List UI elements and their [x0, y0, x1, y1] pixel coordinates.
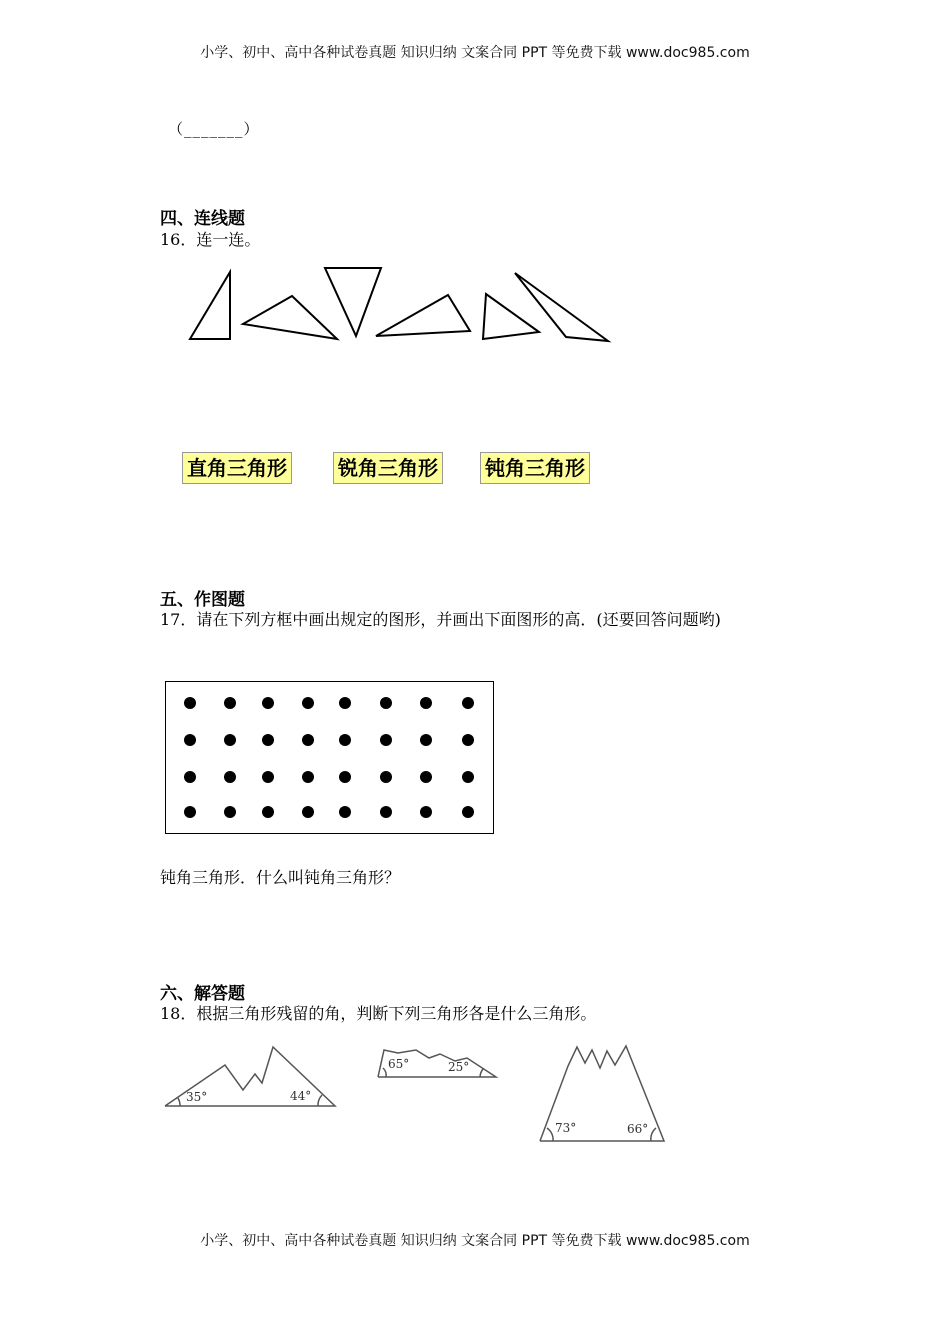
grid-dot [380, 734, 392, 746]
grid-dot [339, 734, 351, 746]
angle-label-3a: 73° [555, 1121, 577, 1135]
grid-dot [184, 697, 196, 709]
grid-dot [224, 734, 236, 746]
grid-dot [224, 697, 236, 709]
grid-dot [302, 771, 314, 783]
grid-dot [339, 697, 351, 709]
question-16: 16．连一连。 [160, 230, 261, 249]
grid-dot [262, 697, 274, 709]
triangle-4 [376, 295, 470, 336]
triangle-5 [483, 294, 539, 339]
grid-dot [462, 771, 474, 783]
grid-dot [420, 734, 432, 746]
grid-dot [302, 734, 314, 746]
grid-dot [420, 806, 432, 818]
grid-dot [380, 771, 392, 783]
grid-dot [262, 734, 274, 746]
triangle-3 [325, 268, 381, 336]
grid-dot [462, 806, 474, 818]
angle-arc-2b [480, 1069, 483, 1077]
grid-dot [339, 806, 351, 818]
option-obtuse-triangle: 钝角三角形 [480, 452, 590, 484]
page-header: 小学、初中、高中各种试卷真题 知识归纳 文案合同 PPT 等免费下载 www.doc985.com [200, 45, 750, 61]
obtuse-prompt: 钝角三角形．什么叫钝角三角形？ [160, 868, 401, 887]
grid-dot [380, 806, 392, 818]
angle-label-2b: 25° [448, 1060, 470, 1074]
angle-arc-3b [651, 1128, 656, 1141]
grid-dot [380, 697, 392, 709]
page-footer: 小学、初中、高中各种试卷真题 知识归纳 文案合同 PPT 等免费下载 www.doc985.com [200, 1233, 750, 1249]
grid-dot [339, 771, 351, 783]
dot-grid [166, 682, 495, 835]
triangle-6 [515, 273, 608, 341]
angle-arc-2a [383, 1068, 386, 1077]
angle-label-1a: 35° [186, 1090, 208, 1104]
option-acute-triangle: 锐角三角形 [333, 452, 443, 484]
triangle-1 [190, 272, 230, 339]
grid-dot [462, 697, 474, 709]
grid-dot [184, 806, 196, 818]
section-title-5: 五、作图题 [160, 590, 245, 610]
angle-label-1b: 44° [290, 1089, 312, 1103]
question-17: 17．请在下列方框中画出规定的图形，并画出下面图形的高．(还要回答问题哟) [160, 610, 721, 629]
angle-label-3b: 66° [627, 1122, 649, 1136]
angle-label-2a: 65° [388, 1057, 410, 1071]
option-right-triangle: 直角三角形 [182, 452, 292, 484]
grid-dot [462, 734, 474, 746]
grid-dot [420, 771, 432, 783]
angle-arc-3a [547, 1128, 553, 1141]
dot-grid-box [165, 681, 494, 834]
question-18: 18．根据三角形残留的角，判断下列三角形各是什么三角形。 [160, 1004, 597, 1023]
section-title-4: 四、连线题 [160, 209, 245, 229]
grid-dot [224, 806, 236, 818]
section-title-6: 六、解答题 [160, 984, 245, 1004]
angle-arc-1b [318, 1095, 322, 1106]
grid-dot [262, 771, 274, 783]
grid-dot [184, 734, 196, 746]
grid-dot [302, 697, 314, 709]
grid-dot [420, 697, 432, 709]
grid-dot [224, 771, 236, 783]
answer-blank: （_______） [168, 120, 260, 138]
grid-dot [184, 771, 196, 783]
angle-arc-1a [178, 1098, 180, 1106]
triangle-2 [243, 296, 337, 339]
grid-dot [262, 806, 274, 818]
grid-dot [302, 806, 314, 818]
